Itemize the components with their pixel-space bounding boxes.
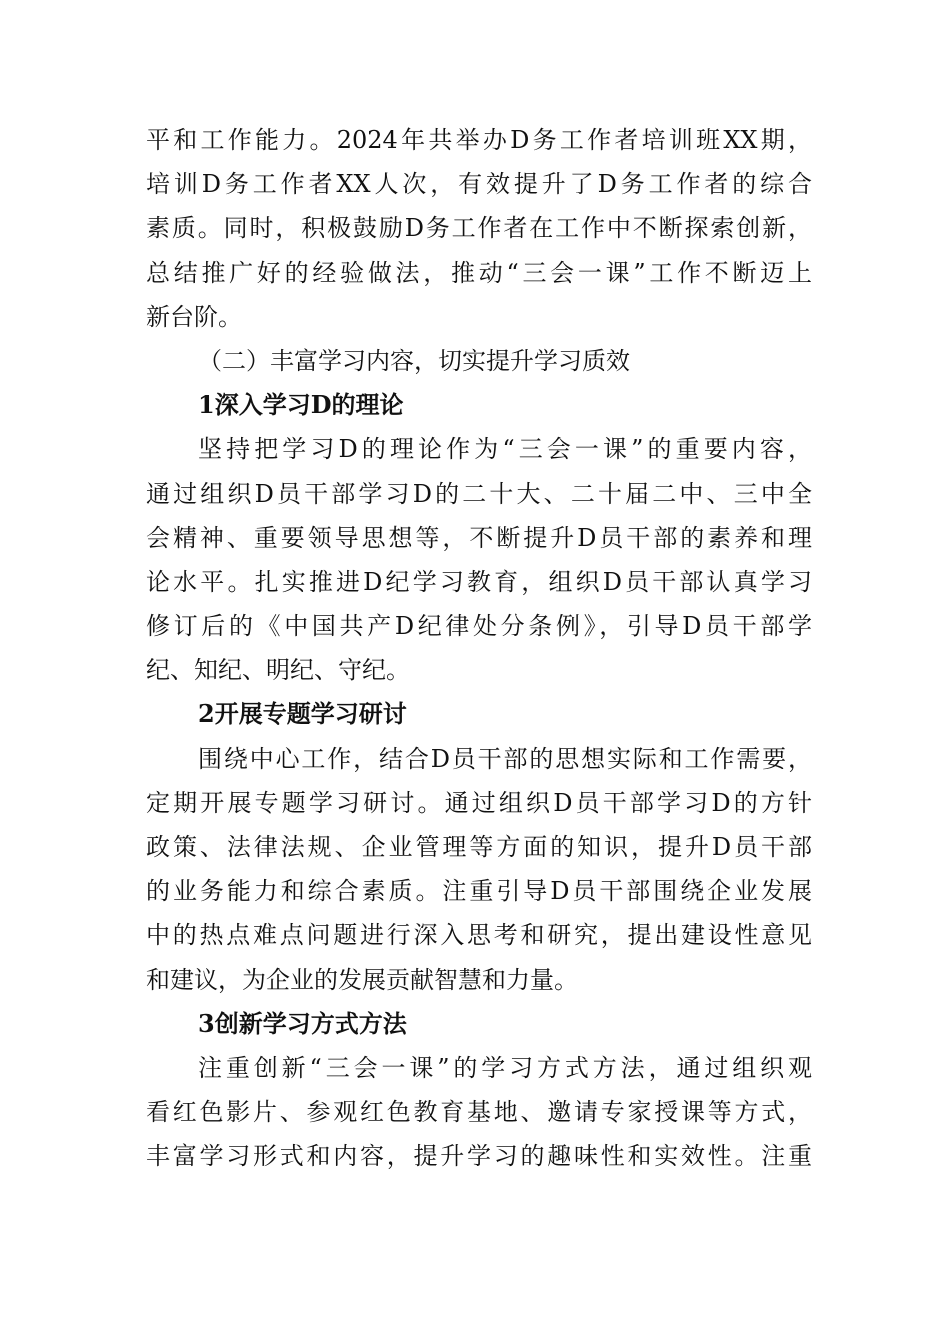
text-line: 修订后的《中国共产D纪律处分条例》，引导D员干部学 [146,612,812,641]
text-line: 围绕中心工作，结合D员干部的思想实际和工作需要， [198,744,812,773]
text-line: 新台阶。 [146,302,242,331]
document-body [146,118,812,1179]
subsection-heading-3: 3创新学习方式方法 [198,1008,407,1038]
section-heading-2: （二）丰富学习内容，切实提升学习质效 [198,346,630,375]
text-line: 定期开展专题学习研讨。通过组织D员干部学习D的方针 [146,788,812,817]
paragraph-topic-seminar [146,737,812,1002]
paragraph-training-summary [146,118,812,339]
text-line: 和建议，为企业的发展贡献智慧和力量。 [146,965,578,994]
text-line: 的业务能力和综合素质。注重引导D员干部围绕企业发展 [146,877,812,906]
text-line: 总结推广好的经验做法，推动“三会一课”工作不断迈上 [146,258,812,287]
text-line: 纪、知纪、明纪、守纪。 [146,656,410,685]
paragraph-study-methods [146,1046,812,1179]
text-line: 平和工作能力。2024年共举办D务工作者培训班XX期， [146,126,812,154]
text-line: 会精神、重要领导思想等，不断提升D员干部的素养和理 [146,523,812,552]
text-line: 坚持把学习D的理论作为“三会一课”的重要内容， [198,435,812,464]
text-line: 政策、法律法规、企业管理等方面的知识，提升D员干部 [146,833,812,861]
text-line: 中的热点难点问题进行深入思考和研究，提出建设性意见 [146,921,812,950]
text-line: 注重创新“三会一课”的学习方式方法，通过组织观 [198,1053,812,1082]
text-line: 培训D务工作者XX人次，有效提升了D务工作者的综合 [146,170,812,199]
text-line: 看红色影片、参观红色教育基地、邀请专家授课等方式， [146,1098,812,1127]
subsection-heading-2: 2开展专题学习研讨 [198,699,407,729]
subsection-heading-1: 1深入学习D的理论 [198,390,404,420]
paragraph-theory-study [146,427,812,692]
text-line: 丰富学习形式和内容，提升学习的趣味性和实效性。注重 [146,1142,812,1171]
text-line: 论水平。扎实推进D纪学习教育，组织D员干部认真学习 [146,567,812,596]
text-line: 素质。同时，积极鼓励D务工作者在工作中不断探索创新， [146,214,812,243]
text-line: 通过组织D员干部学习D的二十大、二十届二中、三中全 [146,479,812,508]
